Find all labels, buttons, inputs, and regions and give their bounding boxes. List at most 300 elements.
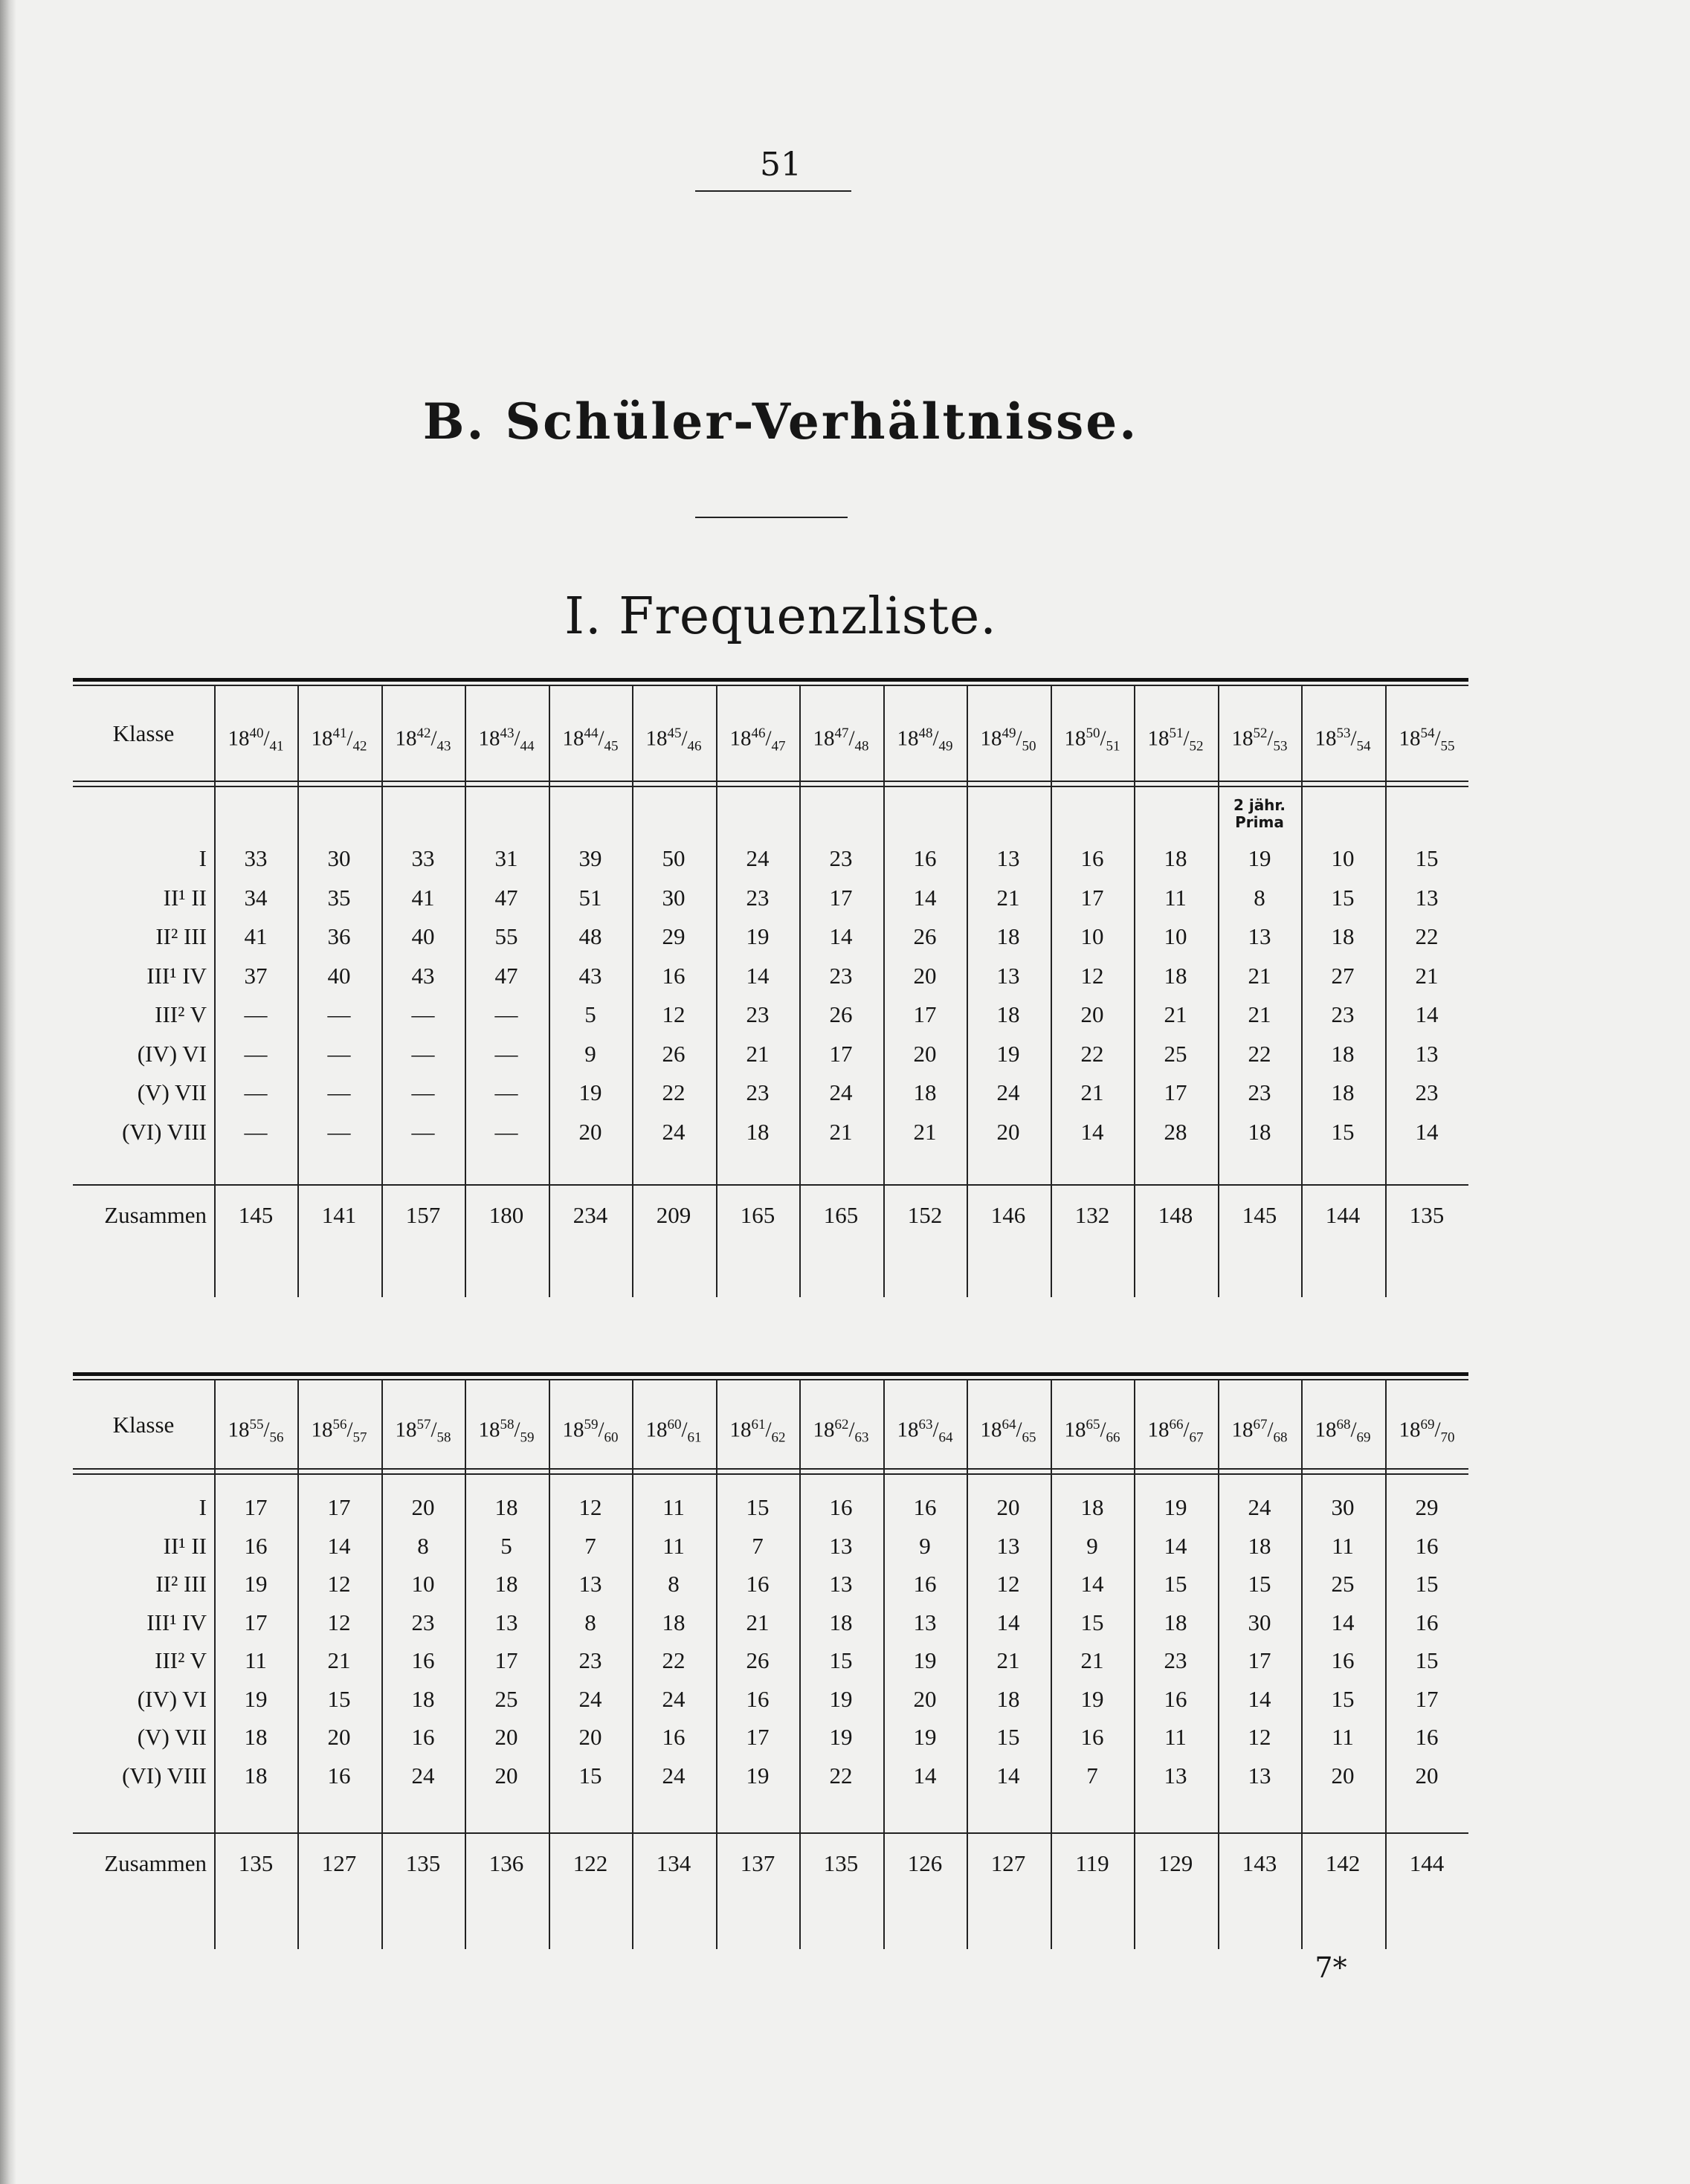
table-cell: — bbox=[244, 1001, 268, 1027]
year-start: 56 bbox=[332, 1416, 347, 1432]
year-start: 62 bbox=[834, 1416, 849, 1432]
year-header bbox=[632, 719, 715, 755]
year-header bbox=[799, 719, 883, 755]
table-cell: 12 bbox=[327, 1609, 351, 1635]
table-cell: 18 bbox=[1331, 1041, 1355, 1067]
table-cell: 17 bbox=[1248, 1647, 1271, 1673]
table-cell: 8 bbox=[668, 1571, 680, 1597]
total-cell: 180 bbox=[488, 1202, 524, 1228]
table-cell: 15 bbox=[578, 1763, 602, 1789]
year-end: 47 bbox=[771, 738, 786, 755]
table-cell: 19 bbox=[746, 1763, 770, 1789]
row-label: (IV) VI bbox=[137, 1041, 207, 1067]
table-cell: 40 bbox=[327, 963, 351, 989]
table-cell: 18 bbox=[662, 1609, 686, 1635]
total-cell: 135 bbox=[1409, 1202, 1445, 1228]
year-start: 59 bbox=[584, 1416, 599, 1432]
year-header bbox=[465, 1410, 548, 1445]
table-cell: 24 bbox=[829, 1079, 853, 1105]
table-cell: 17 bbox=[1080, 885, 1104, 911]
year-slash: / bbox=[263, 726, 270, 751]
table-cell: 13 bbox=[913, 1609, 937, 1635]
year-end: 64 bbox=[938, 1429, 953, 1445]
year-header bbox=[716, 719, 799, 755]
table-cell: 16 bbox=[662, 963, 686, 989]
table-cell: 41 bbox=[411, 885, 435, 911]
year-slash: / bbox=[932, 726, 939, 751]
year-century: 18 bbox=[980, 1418, 1002, 1442]
table-cell: — bbox=[494, 1041, 518, 1067]
year-header bbox=[1301, 1410, 1384, 1445]
table-cell: 30 bbox=[662, 885, 686, 911]
year-slash: / bbox=[848, 1418, 855, 1442]
table-cell: 21 bbox=[1080, 1079, 1104, 1105]
year-header bbox=[632, 1410, 715, 1445]
table-cell: 12 bbox=[578, 1494, 602, 1520]
year-century: 18 bbox=[645, 726, 668, 751]
table-cell: 14 bbox=[1164, 1533, 1187, 1559]
totals-label: Zusammen bbox=[104, 1850, 207, 1876]
table-cell: 22 bbox=[662, 1079, 686, 1105]
table-cell: 17 bbox=[494, 1647, 518, 1673]
year-header bbox=[883, 1410, 967, 1445]
table-cell: 23 bbox=[1248, 1079, 1271, 1105]
section-title: B. Schüler-Verhältnisse. bbox=[422, 392, 1139, 450]
table-cell: 10 bbox=[1331, 845, 1355, 871]
table-cell: 13 bbox=[1248, 1763, 1271, 1789]
table-cell: 14 bbox=[829, 923, 853, 949]
year-start: 65 bbox=[1086, 1416, 1100, 1432]
table-cell: 22 bbox=[829, 1763, 853, 1789]
table-cell: 21 bbox=[996, 885, 1020, 911]
year-century: 18 bbox=[729, 726, 752, 751]
table-cell: 18 bbox=[996, 923, 1020, 949]
total-cell: 129 bbox=[1158, 1850, 1193, 1876]
table-cell: 36 bbox=[327, 923, 351, 949]
table-cell: 11 bbox=[662, 1533, 685, 1559]
year-slash: / bbox=[1016, 726, 1022, 751]
table-cell: 19 bbox=[746, 923, 770, 949]
table-cell: 23 bbox=[829, 963, 853, 989]
table-cell: 17 bbox=[244, 1609, 268, 1635]
year-header bbox=[214, 719, 297, 755]
table-cell: 43 bbox=[411, 963, 435, 989]
year-century: 18 bbox=[813, 726, 835, 751]
row-label: I bbox=[199, 845, 207, 871]
table-cell: 20 bbox=[411, 1494, 435, 1520]
year-header bbox=[883, 719, 967, 755]
total-cell: 234 bbox=[573, 1202, 608, 1228]
table-cell: 29 bbox=[662, 923, 686, 949]
year-century: 18 bbox=[1064, 1418, 1086, 1442]
table-cell: — bbox=[327, 1119, 351, 1145]
table-cell: 19 bbox=[913, 1647, 937, 1673]
table-cell: 16 bbox=[1415, 1724, 1439, 1750]
table-cell: 14 bbox=[746, 963, 770, 989]
table-cell: 17 bbox=[829, 885, 853, 911]
table-cell: 18 bbox=[244, 1763, 268, 1789]
year-start: 69 bbox=[1420, 1416, 1435, 1432]
row-label: (VI) VIII bbox=[122, 1763, 207, 1789]
table-cell: 8 bbox=[417, 1533, 429, 1559]
table-cell: 16 bbox=[746, 1571, 770, 1597]
year-century: 18 bbox=[897, 726, 919, 751]
table-cell: — bbox=[327, 1001, 351, 1027]
year-slash: / bbox=[1100, 726, 1106, 751]
table-cell: 21 bbox=[327, 1647, 351, 1673]
year-end: 52 bbox=[1189, 738, 1204, 755]
table-cell: 19 bbox=[244, 1571, 268, 1597]
year-century: 18 bbox=[562, 726, 584, 751]
table-cell: 17 bbox=[913, 1001, 937, 1027]
prima-note-line1: 2 jähr. bbox=[1233, 796, 1286, 814]
total-cell: 165 bbox=[823, 1202, 859, 1228]
total-cell: 132 bbox=[1074, 1202, 1110, 1228]
year-century: 18 bbox=[1064, 726, 1086, 751]
table-cell: 37 bbox=[244, 963, 268, 989]
row-label: II¹ II bbox=[163, 885, 207, 911]
table-cell: 23 bbox=[1331, 1001, 1355, 1027]
year-century: 18 bbox=[1231, 726, 1254, 751]
year-end: 54 bbox=[1356, 738, 1371, 755]
total-cell: 144 bbox=[1325, 1202, 1361, 1228]
total-cell: 127 bbox=[990, 1850, 1026, 1876]
table-cell: 19 bbox=[1248, 845, 1271, 871]
table-cell: 12 bbox=[996, 1571, 1020, 1597]
table-cell: — bbox=[327, 1041, 351, 1067]
table-cell: 15 bbox=[829, 1647, 853, 1673]
header-bottom-rule bbox=[73, 781, 1468, 782]
table-cell: 5 bbox=[500, 1533, 512, 1559]
table-cell: 19 bbox=[578, 1079, 602, 1105]
table-cell: 23 bbox=[829, 845, 853, 871]
table-cell: — bbox=[494, 1079, 518, 1105]
year-start: 48 bbox=[918, 726, 933, 741]
year-start: 51 bbox=[1169, 726, 1184, 741]
prima-note-line2: Prima bbox=[1235, 813, 1284, 831]
table-cell: 41 bbox=[244, 923, 268, 949]
table-cell: 14 bbox=[327, 1533, 351, 1559]
year-slash: / bbox=[1183, 1418, 1190, 1442]
table-cell: 24 bbox=[746, 845, 770, 871]
table-cell: 13 bbox=[1415, 1041, 1439, 1067]
year-header bbox=[381, 1410, 465, 1445]
table-cell: 21 bbox=[746, 1609, 770, 1635]
year-century: 18 bbox=[311, 726, 333, 751]
table-cell: 18 bbox=[1331, 1079, 1355, 1105]
table-cell: 21 bbox=[1080, 1647, 1104, 1673]
table-cell: 24 bbox=[996, 1079, 1020, 1105]
table-cell: 23 bbox=[746, 1001, 770, 1027]
row-label: III¹ IV bbox=[146, 1609, 207, 1635]
table-cell: 8 bbox=[584, 1609, 596, 1635]
year-end: 43 bbox=[436, 738, 451, 755]
table-cell: 13 bbox=[829, 1571, 853, 1597]
table-cell: 14 bbox=[996, 1609, 1020, 1635]
total-cell: 126 bbox=[907, 1850, 943, 1876]
year-start: 50 bbox=[1086, 726, 1100, 741]
table-cell: 18 bbox=[244, 1724, 268, 1750]
header-bottom-rule-2 bbox=[73, 786, 1468, 787]
table-cell: 13 bbox=[578, 1571, 602, 1597]
table-cell: 19 bbox=[913, 1724, 937, 1750]
table-cell: 15 bbox=[1415, 845, 1439, 871]
table-cell: 21 bbox=[913, 1119, 937, 1145]
table-cell: 15 bbox=[1164, 1571, 1187, 1597]
row-label: (V) VII bbox=[137, 1724, 207, 1750]
year-century: 18 bbox=[1315, 1418, 1337, 1442]
total-cell: 127 bbox=[321, 1850, 357, 1876]
totals-rule bbox=[73, 1184, 1468, 1186]
table-cell: 12 bbox=[327, 1571, 351, 1597]
table-cell: 15 bbox=[996, 1724, 1020, 1750]
table-cell: 10 bbox=[411, 1571, 435, 1597]
table-cell: 18 bbox=[1164, 963, 1187, 989]
table-cell: 25 bbox=[1164, 1041, 1187, 1067]
table-cell: 34 bbox=[244, 885, 268, 911]
table-cell: 30 bbox=[1248, 1609, 1271, 1635]
table-cell: 16 bbox=[411, 1647, 435, 1673]
table-cell: 14 bbox=[1248, 1686, 1271, 1712]
year-end: 63 bbox=[854, 1429, 869, 1445]
header-bottom-rule bbox=[73, 1468, 1468, 1470]
table-cell: 15 bbox=[746, 1494, 770, 1520]
table-cell: 14 bbox=[1080, 1571, 1104, 1597]
table-cell: 23 bbox=[578, 1647, 602, 1673]
year-century: 18 bbox=[980, 726, 1002, 751]
table-cell: 18 bbox=[746, 1119, 770, 1145]
table-top-rule bbox=[73, 678, 1468, 682]
table-cell: 20 bbox=[913, 1041, 937, 1067]
table-cell: 35 bbox=[327, 885, 351, 911]
table-cell: 10 bbox=[1080, 923, 1104, 949]
table-cell: 30 bbox=[1331, 1494, 1355, 1520]
total-cell: 134 bbox=[656, 1850, 691, 1876]
year-end: 42 bbox=[352, 738, 367, 755]
table-cell: 21 bbox=[1164, 1001, 1187, 1027]
table-cell: 20 bbox=[494, 1763, 518, 1789]
year-slash: / bbox=[346, 1418, 353, 1442]
total-cell: 143 bbox=[1242, 1850, 1277, 1876]
year-end: 49 bbox=[938, 738, 953, 755]
table-cell: — bbox=[411, 1079, 435, 1105]
table-cell: 14 bbox=[1415, 1119, 1439, 1145]
year-end: 62 bbox=[771, 1429, 786, 1445]
table-cell: 12 bbox=[1080, 963, 1104, 989]
table-cell: 21 bbox=[829, 1119, 853, 1145]
year-start: 53 bbox=[1336, 726, 1351, 741]
year-century: 18 bbox=[1147, 726, 1170, 751]
year-slash: / bbox=[1350, 1418, 1357, 1442]
table-cell: 26 bbox=[913, 923, 937, 949]
year-start: 47 bbox=[834, 726, 849, 741]
table-cell: 29 bbox=[1415, 1494, 1439, 1520]
table-cell: 21 bbox=[1248, 1001, 1271, 1027]
table-cell: 50 bbox=[662, 845, 686, 871]
year-start: 55 bbox=[249, 1416, 264, 1432]
year-start: 42 bbox=[416, 726, 431, 741]
year-end: 61 bbox=[687, 1429, 702, 1445]
year-end: 53 bbox=[1273, 738, 1288, 755]
table-cell: 15 bbox=[1331, 1686, 1355, 1712]
totals-rule bbox=[73, 1832, 1468, 1834]
year-header bbox=[1051, 719, 1134, 755]
year-century: 18 bbox=[395, 726, 417, 751]
table-cell: 18 bbox=[1331, 923, 1355, 949]
year-century: 18 bbox=[228, 726, 250, 751]
table-cell: 20 bbox=[996, 1119, 1020, 1145]
total-cell: 142 bbox=[1325, 1850, 1361, 1876]
total-cell: 209 bbox=[656, 1202, 691, 1228]
table-cell: 39 bbox=[578, 845, 602, 871]
table-cell: 24 bbox=[1248, 1494, 1271, 1520]
year-slash: / bbox=[765, 726, 772, 751]
table-cell: 16 bbox=[244, 1533, 268, 1559]
row-label: I bbox=[199, 1494, 207, 1520]
year-header bbox=[1385, 719, 1468, 755]
table-cell: 24 bbox=[411, 1763, 435, 1789]
table-cell: 24 bbox=[662, 1119, 686, 1145]
table-cell: 16 bbox=[1331, 1647, 1355, 1673]
table-cell: 48 bbox=[578, 923, 602, 949]
total-cell: 122 bbox=[573, 1850, 608, 1876]
table-cell: 18 bbox=[996, 1686, 1020, 1712]
year-end: 41 bbox=[269, 738, 284, 755]
page-edge-shadow bbox=[0, 0, 16, 2184]
table-cell: 16 bbox=[327, 1763, 351, 1789]
table-cell: 21 bbox=[996, 1647, 1020, 1673]
table-cell: 20 bbox=[578, 1724, 602, 1750]
total-cell: 157 bbox=[405, 1202, 441, 1228]
year-start: 60 bbox=[667, 1416, 682, 1432]
year-century: 18 bbox=[311, 1418, 333, 1442]
table-cell: 19 bbox=[244, 1686, 268, 1712]
table-cell: 24 bbox=[578, 1686, 602, 1712]
table-cell: — bbox=[411, 1001, 435, 1027]
year-header bbox=[1385, 1410, 1468, 1445]
year-end: 50 bbox=[1022, 738, 1036, 755]
table-cell: 13 bbox=[996, 1533, 1020, 1559]
klasse-header: Klasse bbox=[112, 720, 175, 746]
table-cell: 28 bbox=[1164, 1119, 1187, 1145]
year-century: 18 bbox=[1315, 726, 1337, 751]
table-cell: 24 bbox=[662, 1686, 686, 1712]
year-header bbox=[549, 1410, 632, 1445]
list-title: I. Frequenzliste. bbox=[564, 587, 997, 646]
year-slash: / bbox=[430, 1418, 437, 1442]
table-cell: 11 bbox=[245, 1647, 267, 1673]
table-cell: 9 bbox=[1086, 1533, 1098, 1559]
year-century: 18 bbox=[897, 1418, 919, 1442]
total-cell: 135 bbox=[823, 1850, 859, 1876]
year-slash: / bbox=[1434, 726, 1441, 751]
year-start: 58 bbox=[500, 1416, 515, 1432]
year-slash: / bbox=[765, 1418, 772, 1442]
year-header bbox=[465, 719, 548, 755]
year-start: 43 bbox=[500, 726, 515, 741]
table-cell: 17 bbox=[244, 1494, 268, 1520]
table-cell: 20 bbox=[913, 1686, 937, 1712]
table-cell: 22 bbox=[1248, 1041, 1271, 1067]
year-header bbox=[381, 719, 465, 755]
total-cell: 137 bbox=[740, 1850, 775, 1876]
table-cell: 26 bbox=[662, 1041, 686, 1067]
year-slash: / bbox=[514, 1418, 520, 1442]
year-slash: / bbox=[932, 1418, 939, 1442]
year-start: 40 bbox=[249, 726, 264, 741]
table-cell: 5 bbox=[584, 1001, 596, 1027]
year-slash: / bbox=[1350, 726, 1357, 751]
table-cell: — bbox=[244, 1119, 268, 1145]
year-header bbox=[297, 719, 381, 755]
year-end: 60 bbox=[604, 1429, 619, 1445]
table-cell: 15 bbox=[1331, 1119, 1355, 1145]
table-cell: — bbox=[244, 1041, 268, 1067]
table-cell: 18 bbox=[829, 1609, 853, 1635]
table-cell: 20 bbox=[578, 1119, 602, 1145]
row-label: (VI) VIII bbox=[122, 1119, 207, 1145]
table-cell: 16 bbox=[746, 1686, 770, 1712]
year-start: 67 bbox=[1253, 1416, 1268, 1432]
year-start: 54 bbox=[1420, 726, 1435, 741]
year-start: 66 bbox=[1169, 1416, 1184, 1432]
year-end: 57 bbox=[352, 1429, 367, 1445]
table-cell: 16 bbox=[1164, 1686, 1187, 1712]
year-end: 48 bbox=[854, 738, 869, 755]
total-cell: 148 bbox=[1158, 1202, 1193, 1228]
row-label: (V) VII bbox=[137, 1079, 207, 1105]
total-cell: 136 bbox=[488, 1850, 524, 1876]
total-cell: 146 bbox=[990, 1202, 1026, 1228]
table-cell: 15 bbox=[327, 1686, 351, 1712]
sheet-signature-mark: 7* bbox=[1315, 1951, 1347, 1984]
table-cell: 14 bbox=[996, 1763, 1020, 1789]
table-cell: 13 bbox=[1415, 885, 1439, 911]
total-cell: 145 bbox=[238, 1202, 274, 1228]
year-header bbox=[799, 1410, 883, 1445]
year-slash: / bbox=[1267, 1418, 1274, 1442]
year-end: 51 bbox=[1106, 738, 1120, 755]
table-cell: 16 bbox=[662, 1724, 686, 1750]
table-cell: 25 bbox=[1331, 1571, 1355, 1597]
table-cell: 43 bbox=[578, 963, 602, 989]
total-cell: 165 bbox=[740, 1202, 775, 1228]
table-cell: 20 bbox=[327, 1724, 351, 1750]
table-cell: 17 bbox=[1164, 1079, 1187, 1105]
table-cell: 16 bbox=[913, 1571, 937, 1597]
table-cell: 33 bbox=[244, 845, 268, 871]
year-slash: / bbox=[848, 726, 855, 751]
total-cell: 152 bbox=[907, 1202, 943, 1228]
year-end: 46 bbox=[687, 738, 702, 755]
table-cell: — bbox=[494, 1001, 518, 1027]
table-cell: 25 bbox=[494, 1686, 518, 1712]
title-rule bbox=[695, 517, 848, 518]
table-cell: — bbox=[494, 1119, 518, 1145]
table-cell: 17 bbox=[829, 1041, 853, 1067]
year-slash: / bbox=[598, 726, 604, 751]
table-cell: 40 bbox=[411, 923, 435, 949]
table-cell: 18 bbox=[913, 1079, 937, 1105]
year-start: 57 bbox=[416, 1416, 431, 1432]
table-cell: 26 bbox=[746, 1647, 770, 1673]
year-end: 55 bbox=[1440, 738, 1455, 755]
row-label: III¹ IV bbox=[146, 963, 207, 989]
table-cell: 14 bbox=[1080, 1119, 1104, 1145]
year-century: 18 bbox=[562, 1418, 584, 1442]
year-slash: / bbox=[263, 1418, 270, 1442]
table-cell: 20 bbox=[1331, 1763, 1355, 1789]
